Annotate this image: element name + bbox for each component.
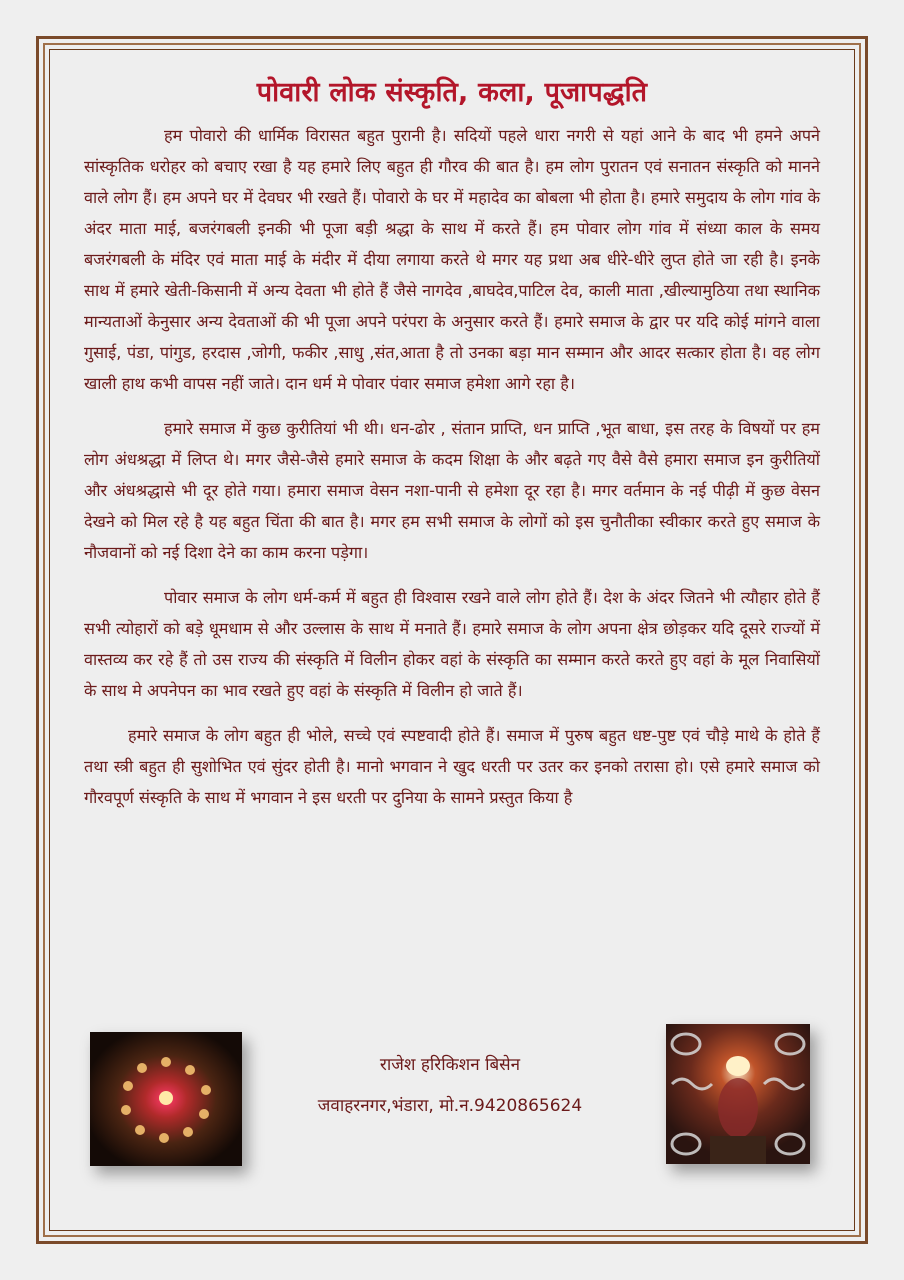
paragraph-4: हमारे समाज के लोग बहुत ही भोले, सच्चे एवं स्पष्टवादी होते हैं। समाज में पुरुष बहुत धष्ट-पुष्ट एवं चौड़े माथे के होते हैं तथा स्त्री बहुत ही सुशोभित एवं सुंदर होती है। मानो भगवान ने खुद धरती पर उतर कर इनको तरासा हो। एसे हमारे समाज को गौरवपूर्ण संस्कृति के साथ में भगवान ने इस धरती पर दुनिया के सामने प्रस्तुत किया है [84, 726, 820, 807]
paragraph-3: पोवार समाज के लोग धर्म-कर्म में बहुत ही विश्वास रखने वाले लोग होते हैं। देश के अंदर जितने भी त्यौहार होते हैं सभी त्योहारों को बड़े धूमधाम से और उल्लास के साथ में मनाते हैं। हमारे समाज के लोग अपना क्षेत्र छोड़कर यदि दूसरे राज्यों में वास्तव्य कर रहे हैं तो उस राज्य की संस्कृति में विलीन होकर वहां के संस्कृति का सम्मान करते करते हुए वहां के मूल निवासियों के साथ मे अपनेपन का भाव रखते हुए वहां के संस्कृति में विलीन हो जाते हैं। [84, 588, 820, 700]
paragraph-1: हम पोवारो की धार्मिक विरासत बहुत पुरानी है। सदियों पहले धारा नगरी से यहां आने के बाद भी हमने अपने सांस्कृतिक धरोहर को बचाए रखा है यह हमारे लिए बहुत ही गौरव की बात है। हम लोग पुरातन एवं सनातन संस्कृति को मानने वाले लोग हैं। हम अपने घर में देवघर भी रखते हैं। पोवारो के घर में महादेव का बोबला भी होता है। हमारे समुदाय के लोग गांव के अंदर माता माई, बजरंगबली इनकी भी पूजा बड़ी श्रद्धा के साथ में करते हैं। हम पोवार लोग गांव में संध्या काल के समय बजरंगबली के मंदिर एवं माता माई के मंदीर में दीया लगाया करते थे मगर यह प्रथा अब धीरे-धीरे लुप्त होते जा रही है। इनके साथ में हमारे खेती-किसानी में अन्य देवता भी होते हैं जैसे नागदेव ,बाघदेव,पाटिल देव, काली माता ,खील्यामुठिया तथा स्थानिक मान्यताओं केनुसार अन्य देवताओं की भी पूजा अपने परंपरा के अनुसार करते हैं। हमारे समाज के द्वार पर यदि कोई मांगने वाला गुसाई, पंडा, पांगुड, हरदास ,जोगी, फकीर ,साधु ,संत,आता है तो उनका बड़ा मान सम्मान और आदर सत्कार होता है। वह लोग खाली हाथ कभी वापस नहीं जाते। दान धर्म मे पोवार पंवार समाज हमेशा आगे रहा है। [84, 126, 820, 393]
page-title: पोवारी लोक संस्कृति, कला, पूजापद्धति [256, 77, 648, 108]
author-address-phone: जवाहरनगर,भंडारा, मो.न.9420865624 [317, 1096, 583, 1116]
article-body [84, 120, 820, 827]
paragraph-2: हमारे समाज में कुछ कुरीतियां भी थी। धन-ढोर , संतान प्राप्ति, धन प्राप्ति ,भूत बाधा, इस तरह के विषयों पर हम लोग अंधश्रद्धा में लिप्त थे। मगर जैसे-जैसे हमारे समाज के कदम शिक्षा के और बढ़ते गए वैसे वैसे हमारा समाज इन कुरीतियों और अंधश्रद्धासे भी दूर होते गया। हमारा समाज वेसन नशा-पानी से हमेशा दूर रहा है। मगर वर्तमान के नई पीढ़ी में कुछ वेसन देखने को मिल रहे है यह बहुत चिंता की बात है। मगर हम सभी समाज के लोगों को इस चुनौतीका स्वीकार करते हुए समाज के नौजवानों को नई दिशा देने का काम करना पड़ेगा। [84, 419, 820, 562]
author-signature [250, 1052, 650, 1116]
author-name: राजेश हरिकिशन बिसेन [379, 1055, 521, 1075]
diya-lamps-photo [90, 1032, 242, 1166]
deity-rangoli-photo [666, 1024, 810, 1164]
